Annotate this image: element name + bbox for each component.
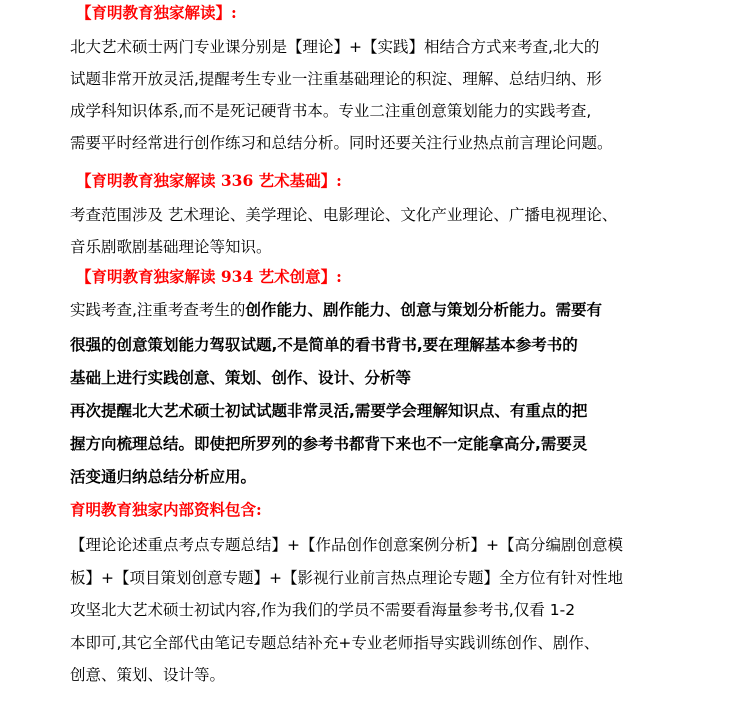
bold-paragraph-line: 握方向梳理总结。即使把所罗列的参考书都背下来也不一定能拿高分,需要灵 <box>70 435 588 453</box>
bold-paragraph-line: 活变通归纳总结分析应用。 <box>70 468 257 486</box>
paragraph-line: 需要平时经常进行创作练习和总结分析。同时还要关注行业热点前言理论问题。 <box>70 134 613 152</box>
section-heading-internal-materials: 育明教育独家内部资料包含: <box>70 500 262 519</box>
paragraph-line: 【理论论述重点考点专题总结】+【作品创作创意案例分析】+【高分编剧创意模 <box>70 536 623 554</box>
bold-paragraph-line: 基础上进行实践创意、策划、创作、设计、分析等 <box>70 369 412 387</box>
bold-paragraph-line: 很强的创意策划能力驾驭试题,不是简单的看书背书,要在理解基本参考书的 <box>70 336 578 354</box>
paragraph-line: 攻坚北大艺术硕士初试内容,作为我们的学员不需要看海量参考书,仅看 1-2 <box>70 601 576 619</box>
paragraph-line <box>70 300 602 320</box>
section-heading-336-art-basics: 【育明教育独家解读 336 艺术基础】: <box>76 171 342 190</box>
paragraph-line: 板】+【项目策划创意专题】+【影视行业前言热点理论专题】全方位有针对性地 <box>70 569 623 587</box>
paragraph-line: 成学科知识体系,而不是死记硬背书本。专业二注重创意策划能力的实践考查, <box>70 102 592 120</box>
paragraph-line: 考查范围涉及 艺术理论、美学理论、电影理论、文化产业理论、广播电视理论、 <box>70 206 618 224</box>
paragraph-line: 北大艺术硕士两门专业课分别是【理论】+【实践】相结合方式来考查,北大的 <box>70 38 600 56</box>
section-heading-934-art-creativity: 【育明教育独家解读 934 艺术创意】: <box>76 267 342 286</box>
normal-text: 实践考查,注重考查考生的 <box>70 301 246 319</box>
bold-text: 创作能力、剧作能力、创意与策划分析能力。需要有 <box>245 301 602 319</box>
section-heading-exclusive-interpretation: 【育明教育独家解读】: <box>76 3 237 22</box>
paragraph-line: 试题非常开放灵活,提醒考生专业一注重基础理论的积淀、理解、总结归纳、形 <box>70 70 602 88</box>
paragraph-line: 本即可,其它全部代由笔记专题总结补充+专业老师指导实践训练创作、剧作、 <box>70 634 600 652</box>
bold-paragraph-line: 再次提醒北大艺术硕士初试试题非常灵活,需要学会理解知识点、有重点的把 <box>70 402 588 420</box>
paragraph-line: 创意、策划、设计等。 <box>70 666 226 684</box>
paragraph-line: 音乐剧歌剧基础理论等知识。 <box>70 238 272 256</box>
